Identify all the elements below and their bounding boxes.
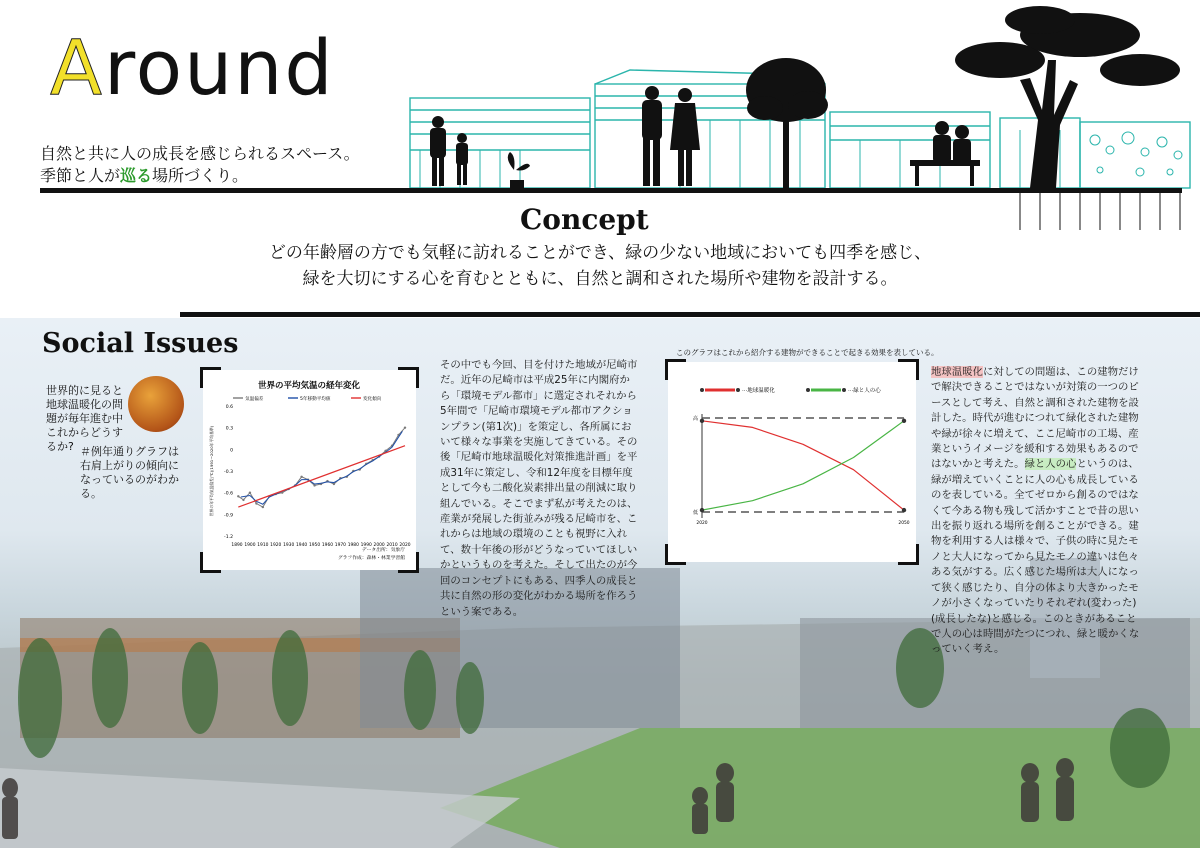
- effect-chart-caption: このグラフはこれから紹介する建物ができることで起きる効果を表している。: [676, 348, 939, 357]
- globe-icon: [128, 376, 184, 432]
- x-tick-label: 2000: [373, 543, 385, 548]
- temperature-chart-panel: [203, 370, 416, 570]
- concept-line2: 緑を大切にする心を育むとともに、自然と調和された場所や建物を設計する。: [302, 269, 898, 289]
- legend-dot: [842, 388, 846, 392]
- x-tick-end: 2050: [898, 521, 910, 526]
- y-tick-label: -0.3: [224, 470, 233, 475]
- y-tick-low: 低: [692, 510, 698, 516]
- legend-label: 変化傾向: [363, 397, 382, 402]
- skyline-illustration: [380, 0, 1200, 235]
- data-point: [313, 484, 315, 486]
- y-tick-high: 高: [692, 416, 698, 422]
- y-tick-label: 0.6: [225, 405, 233, 410]
- series-line-緑と人の心: [702, 421, 904, 510]
- silhouettes: [430, 6, 1180, 188]
- data-point: [249, 491, 251, 493]
- legend-label: 気温偏差: [245, 397, 264, 402]
- series-line-変化傾向: [238, 446, 405, 507]
- temperature-chart: [203, 370, 416, 570]
- data-point: [300, 476, 302, 478]
- data-point: [333, 483, 335, 485]
- x-tick-start: 2020: [696, 521, 708, 526]
- data-point: [404, 426, 406, 428]
- ground-ticks: [1020, 193, 1180, 230]
- concept-text: [180, 240, 1020, 292]
- x-tick-label: 2010: [386, 543, 398, 548]
- legend-dot: [736, 388, 740, 392]
- tagline-line2: 季節と人が巡る場所づくり。: [40, 166, 249, 185]
- x-tick-label: 1990: [360, 543, 372, 548]
- social-issues-question: 世界的に見ると地球温暖化の問題が毎年進む中これからどうするか?: [46, 384, 123, 453]
- legend-dot: [806, 388, 810, 392]
- series-end-point: [902, 419, 906, 423]
- ground-line: [40, 188, 1182, 193]
- source-label: データ出所：気象庁: [361, 548, 405, 553]
- social-issues-body: その中でも今回、目を付けた地域が尼崎市だ。近年の尼崎市は平成25年に内閣府から「環境モデル都市」に選定されそれから5年間で「尼崎市環境モデル都市アクションプラン(第1次)」を策定し、各所属において様々な事業を実施してきている。その後「尼崎市地球温暖化対策推進計画」を平成31年に策定し、令和12年度を目標年度として今も二酸化炭素排出量の削減に取り組んでいる。そこでまず私が考えたのは、産業が発展した街並みが残る尼崎市を、これからは地域の環境のことも視野に入れて、数十年後の形がどうなっていてほしいかというものを考えた。そして出たのが今回のコンセプトにもある、四季人の成長と共に自然の形の変化がわかる場所を作ろうという案である。: [440, 359, 638, 618]
- series-line-気温偏差: [238, 428, 405, 507]
- series-line-5年移動平均値: [241, 431, 403, 504]
- x-tick-label: 1920: [270, 543, 282, 548]
- x-tick-label: 1890: [231, 543, 243, 548]
- y-tick-label: -0.6: [224, 491, 233, 497]
- legend-label: ···緑と人の心: [848, 388, 881, 394]
- data-point: [255, 502, 257, 504]
- x-tick-label: 1900: [244, 543, 256, 548]
- effect-description: 地球温暖化に対しての問題は、この建物だけで解決できることではないが対策の一つのピースとして考え、自然と調和された建物を設計した。時代が進むにつれて緑化された建物や緑が徐々に増えて、ここ尼崎市の工場、産業というイメージを緩和する効果もあるのではないかと考えた。緑と人の心というのは、緑が増えていくことに人の心も成長しているのを表している。全てゼロから創るのではなくて今ある物も残して活かすことで昔の思い出を振り返れる場所を創ることができる。建物を利用する人は様々で、子供の時に見たモノと大人になってから見たモノの違いは色々ある気がする。広く感じた場所は大人になって狭く感じたり、自分の体より大きかったモノが小さくなっていたりそれぞれ(変わった)(成長したな)と感じる。このときがあることで人の心は時間がたつにつれ、緑と暖かくなっていく考え。: [931, 366, 1140, 656]
- page-title: Around: [50, 23, 335, 112]
- series-end-point: [902, 508, 906, 512]
- y-tick-label: 0.3: [225, 426, 233, 432]
- tagline-highlight: 巡る: [120, 166, 153, 185]
- y-axis-label: 世界の年平均気温偏差(℃)(1991〜2020年平均基準): [209, 425, 214, 517]
- data-point: [262, 506, 264, 508]
- chart-title: 世界の平均気温の経年変化: [257, 381, 361, 391]
- concept-line1: どの年齢層の方でも気軽に訪れることができ、緑の少ない地域においても四季を感じ、: [268, 243, 932, 263]
- y-tick-label: 0: [230, 448, 233, 454]
- effect-chart-panel: [668, 362, 916, 562]
- series-line-地球温暖化: [702, 421, 904, 510]
- x-tick-label: 1910: [257, 543, 269, 548]
- tagline-line1: 自然と共に人の成長を感じられるスペース。: [40, 144, 360, 163]
- legend-label: ···地球温暖化: [742, 388, 775, 394]
- y-tick-label: -0.9: [224, 513, 233, 519]
- x-tick-label: 1970: [334, 543, 346, 548]
- data-point: [242, 499, 244, 501]
- facade-circles: [1090, 132, 1182, 176]
- social-issues-title: Social Issues: [42, 328, 239, 359]
- x-tick-label: 1940: [296, 543, 308, 548]
- concept-title: Concept: [520, 203, 649, 236]
- series-start-point: [700, 419, 704, 423]
- x-tick-label: 1960: [321, 543, 334, 548]
- x-tick-label: 1930: [283, 543, 295, 548]
- legend-dot: [700, 388, 704, 392]
- credit-label: グラフ作成：森林・林業学習館: [337, 556, 405, 561]
- x-tick-label: 1980: [347, 543, 359, 548]
- highlight-green-heart: 緑と人の心: [1024, 458, 1077, 471]
- legend-label: 5年移動平均値: [300, 397, 331, 402]
- effect-chart: [668, 362, 916, 562]
- section-divider: [180, 312, 1200, 317]
- highlight-global-warming: 地球温暖化: [931, 366, 983, 378]
- tagline: [40, 143, 360, 187]
- chart-note: ＃例年通りグラフは右肩上がりの傾向になっているのがわかる。: [80, 445, 179, 500]
- series-start-point: [700, 508, 704, 512]
- x-tick-label: 1950: [308, 543, 321, 548]
- data-point: [237, 495, 239, 497]
- x-tick-label: 2020: [399, 543, 411, 548]
- y-tick-label: -1.2: [224, 535, 233, 540]
